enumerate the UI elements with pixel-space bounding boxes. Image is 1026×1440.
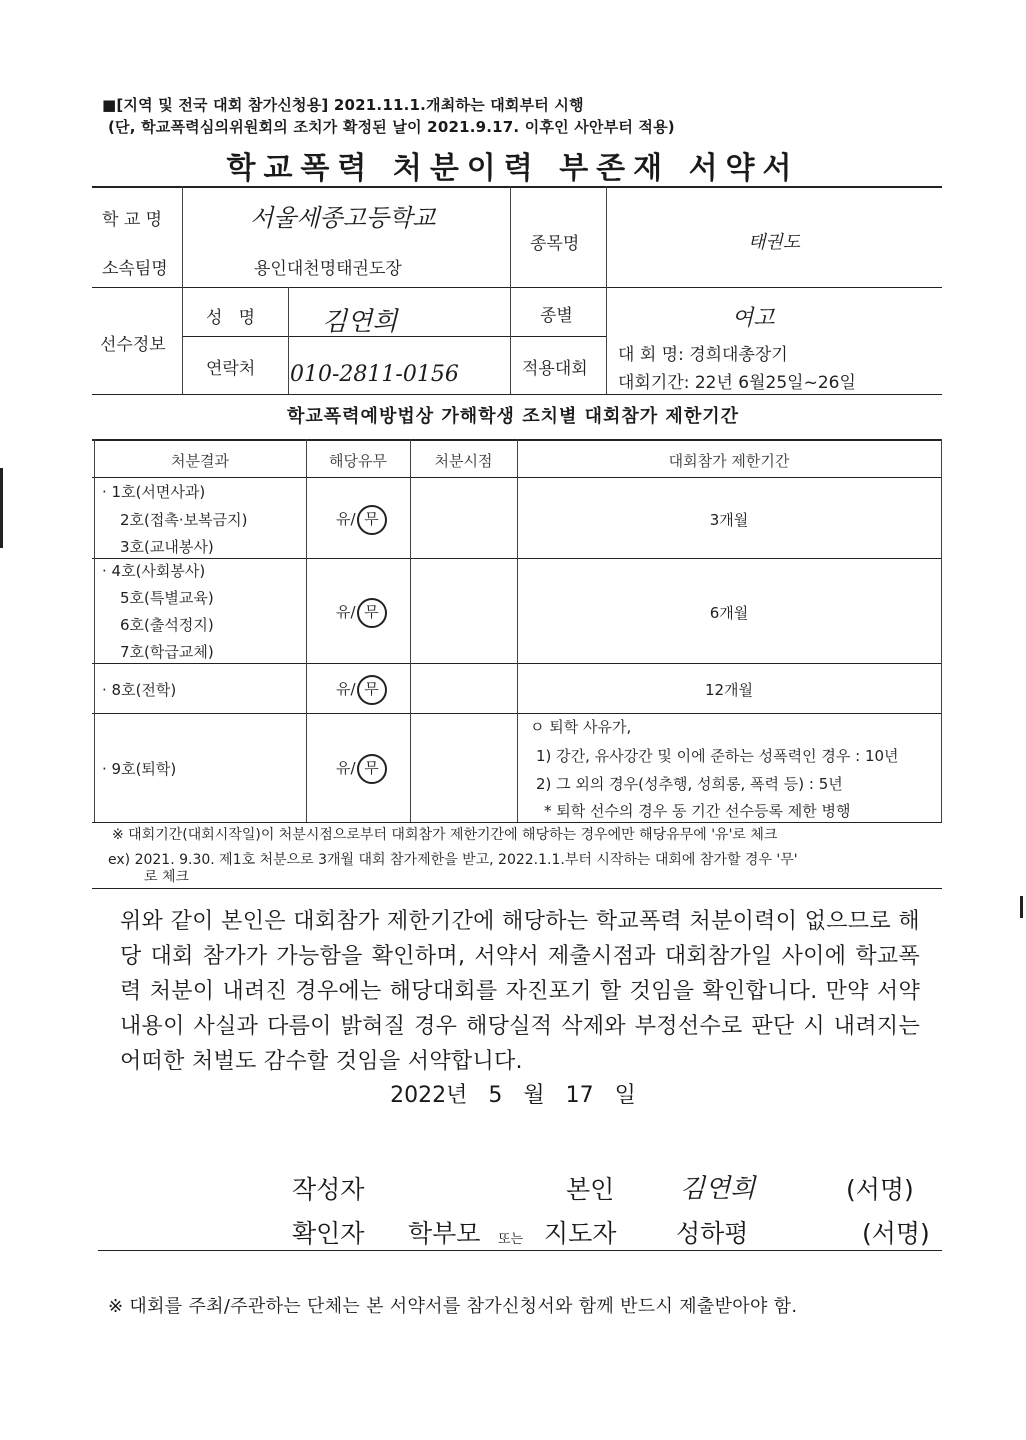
row4-no-circled: 무	[357, 754, 387, 784]
row3-check	[336, 675, 387, 705]
self-label: 본인	[566, 1175, 615, 1204]
table-title: 학교폭력예방법상 가해학생 조치별 대회참가 제한기간	[287, 406, 739, 427]
info-inner-border-right	[510, 336, 606, 337]
signature-bottom-border	[98, 1250, 942, 1251]
confirm-label: 확인자	[292, 1219, 365, 1248]
row2-yes: 유/	[336, 603, 356, 621]
gender-label: 종별	[540, 306, 573, 326]
row1-yes: 유/	[336, 510, 356, 528]
row1-item-1: · 1호(서면사과)	[102, 483, 206, 501]
row2-check	[336, 598, 387, 628]
writer-label: 작성자	[292, 1175, 365, 1204]
header-applicable: 해당유무	[329, 452, 387, 470]
info-col-line-3	[510, 186, 511, 394]
team-value: 용인대천명태권도장	[254, 259, 402, 279]
scan-edge-mark-right	[1020, 896, 1023, 918]
table-note-2: ex) 2021. 9.30. 제1호 처분으로 3개월 대회 참가제한을 받고, 2022.1.1.부터 시작하는 대회에 참가할 경우 '무'	[108, 852, 798, 868]
header-period: 대회참가 제한기간	[668, 452, 790, 470]
contact-label: 연락처	[206, 359, 256, 379]
gender-value: 여고	[732, 306, 775, 331]
parent-label: 학부모	[408, 1219, 481, 1248]
sign-placeholder-2: (서명)	[862, 1219, 930, 1248]
row4-period-line-1: ㅇ 퇴학 사유가,	[530, 718, 632, 736]
sign-placeholder-1: (서명)	[846, 1175, 914, 1204]
pledge-date: 2022년 5 월 17 일	[390, 1083, 636, 1108]
school-value: 서울세종고등학교	[250, 204, 436, 232]
row3-no-circled: 무	[357, 675, 387, 705]
row4-yes: 유/	[336, 759, 356, 777]
info-col-line-2	[288, 287, 289, 394]
row2-item-2: 5호(특별교육)	[120, 589, 214, 607]
school-label: 학 교 명	[102, 210, 163, 230]
notice-line-2: (단, 학교폭력심의위원회의 조치가 확정된 날이 2021.9.17. 이후인 사안부터 적용)	[108, 118, 675, 136]
event-label: 종목명	[530, 234, 580, 254]
event-value: 태권도	[748, 232, 801, 253]
info-top-border	[92, 186, 942, 188]
row2-no-circled: 무	[357, 598, 387, 628]
info-col-line-4	[606, 186, 607, 394]
row3-yes: 유/	[336, 680, 356, 698]
row3-period: 12개월	[704, 681, 754, 699]
row2-item-1: · 4호(사회봉사)	[102, 562, 206, 580]
document-title: 학교폭력 처분이력 부존재 서약서	[226, 151, 800, 186]
table-col-line-3	[517, 439, 518, 822]
player-info-label: 선수정보	[100, 335, 166, 355]
footer-note: ※ 대회를 주최/주관하는 단체는 본 서약서를 참가신청서와 함께 반드시 제출받아야 함.	[108, 1296, 798, 1317]
team-label: 소속팀명	[102, 259, 168, 279]
table-bottom-border	[92, 822, 942, 823]
scan-edge-mark	[0, 468, 3, 548]
info-col-line-1	[182, 186, 183, 394]
header-result: 처분결과	[171, 452, 229, 470]
row1-item-3: 3호(교내봉사)	[120, 538, 214, 556]
pledge-text: 위와 같이 본인은 대회참가 제한기간에 해당하는 학교폭력 처분이력이 없으므로 해당 대회 참가가 가능함을 확인하며, 서약서 제출시점과 대회참가일 사이에 학교폭력 처분이 내려진 경우에는 해당대회를 자진포기 할 것임을 확인합니다. 만약 서약내용이 사실과 다름이 밝혀질 경우 해당실적 삭제와 부정선수로 판단 시 내려지는 어떠한 처벌도 감수할 것임을 서약합니다.	[120, 909, 920, 1074]
row4-period-line-3: 2) 그 외의 경우(성추행, 성희롱, 폭력 등) : 5년	[536, 775, 843, 793]
table-right-border	[941, 439, 942, 822]
table-left-border	[94, 439, 95, 822]
row4-item-1: · 9호(퇴학)	[102, 760, 177, 778]
competition-name: 대 회 명: 경희대총장기	[618, 345, 788, 365]
table-col-line-2	[410, 439, 411, 822]
row2-period: 6개월	[709, 604, 749, 622]
coach-label: 지도자	[544, 1219, 617, 1248]
name-label: 성 명	[206, 308, 256, 328]
row4-period-line-2: 1) 강간, 유사강간 및 이에 준하는 성폭력인 경우 : 10년	[536, 747, 899, 765]
notes-bottom-border	[92, 888, 942, 889]
or-label: 또는	[498, 1232, 524, 1247]
table-note-1: ※ 대회기간(대회시작일)이 처분시점으로부터 대회참가 제한기간에 해당하는 경우에만 해당유무에 '유'로 체크	[112, 827, 778, 843]
table-col-line-1	[306, 439, 307, 822]
row1-period: 3개월	[709, 511, 749, 529]
row1-check	[336, 505, 387, 535]
info-bottom-border	[92, 394, 942, 395]
self-name-signature: 김연희	[680, 1174, 756, 1204]
notice-line-1: ■[지역 및 전국 대회 참가신청용] 2021.11.1.개최하는 대회부터 시행	[102, 96, 584, 114]
row3-item-1: · 8호(전학)	[102, 681, 177, 699]
coach-name: 성하평	[676, 1219, 749, 1248]
competition-period: 대회기간: 22년 6월25일~26일	[618, 373, 856, 393]
contact-value: 010-2811-0156	[290, 362, 459, 387]
header-date: 처분시점	[434, 452, 493, 470]
row1-item-2: 2호(접촉·보복금지)	[120, 511, 248, 529]
row1-no-circled: 무	[357, 505, 387, 535]
row4-check	[336, 754, 387, 784]
name-value: 김연희	[322, 307, 398, 337]
row2-item-4: 7호(학급교체)	[120, 643, 214, 661]
row2-item-3: 6호(출석정지)	[120, 616, 214, 634]
row4-period-line-4: * 퇴학 선수의 경우 동 기간 선수등록 제한 병행	[544, 802, 851, 820]
info-mid-border	[92, 287, 942, 288]
table-note-3: 로 체크	[144, 869, 190, 885]
competition-label: 적용대회	[522, 359, 588, 379]
